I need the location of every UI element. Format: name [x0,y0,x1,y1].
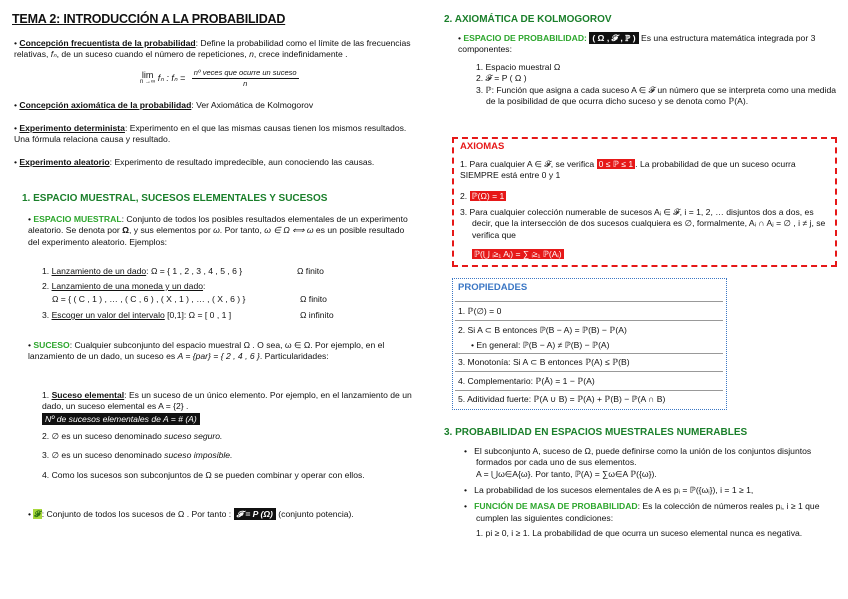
numerables-condition-1: 1. pi ≥ 0, i ≥ 1. La probabilidad de que ocurra un suceso elemental nunca es negativa. [476,528,803,539]
example-1: 1. Lanzamiento de un dado: Ω = { 1 , 2 , 3 , 4 , 5 , 6 } Ω finito [42,266,324,276]
section-2-heading: 2. AXIOMÁTICA DE KOLMOGOROV [444,14,612,25]
frecuentista-formula: lim n →∞ fₙ : fₙ = $\frac{\text{nº veces que ocurre un suceso}}{n}$ [140,68,297,88]
propiedad-2-general: • En general: ℙ(B − A) ≠ ℙ(B) − ℙ(A) [471,340,610,350]
frecuentista-paragraph: • Concepción frecuentista de la probabilidad: Define la probabilidad como el límite de las frecuencias relativas, fₙ, de un suceso cuando el número de repeticiones, n, crece indefinidamente . [14,38,411,60]
suceso-paragraph: • SUCESO: Cualquier subconjunto del espacio muestral Ω . O sea, ω ∈ Ω. Por ejemplo, en el lanzamiento de un dado, un suceso es A = {par} = { 2 , 4 , 6 }. Particularidades: [28,340,385,362]
numerables-bullet-1: • El subconjunto A, suceso de Ω, puede definirse como la unión de los conjuntos disjuntos formados por cada uno de sus elementos. [464,446,812,468]
espacio-probabilidad-items: 1. Espacio muestral Ω 2. 𝓕 = P ( Ω ) 3. ℙ: Función que asigna a cada suceso A ∈ 𝓕 un número que se interpreta como una medida de la posibilidad de que ocurra dicho suceso y se denota como ℙ(A). [476,62,837,107]
axiomas-title: AXIOMAS [460,141,505,152]
axioma-2: 2. ℙ(Ω) = 1 [460,191,505,201]
espacio-examples [42,266,412,325]
example-2: 2. Lanzamiento de una moneda y un dado: [42,281,206,291]
page-title: TEMA 2: INTRODUCCIÓN A LA PROBABILIDAD [12,12,286,26]
propiedades-box [452,278,727,410]
suceso-item-1: 1. Suceso elemental: Es un suceso de un único elemento. Por ejemplo, en el lanzamiento de un dado, un suceso elemental es A = {2} . [42,390,412,412]
numerables-content [464,446,836,539]
frecuentista-term: Concepción frecuentista de la probabilidad [19,38,196,48]
axioma-3: 3. Para cualquier colección numerable de sucesos Aᵢ ∈ 𝓕, i = 1, 2, … disjuntos dos a dos, es decir, que la intersección de dos sucesos cualquiera es ∅, formalmente, Aᵢ ∩ Aⱼ = ∅ , i ≠ j, se verifica que [460,207,826,240]
propiedad-4: 4. Complementario: ℙ(Ā) = 1 − ℙ(A) [458,376,595,386]
determinista-paragraph: • Experimento determinista: Experimento en el que las mismas causas tienen los mismos resultados. Una fórmula relaciona causa y resultado. [14,123,407,145]
axiomatica-paragraph: • Concepción axiomática de la probabilidad: Ver Axiomática de Kolmogorov [14,100,314,110]
section-1-heading: 1. ESPACIO MUESTRAL, SUCESOS ELEMENTALES Y SUCESOS [22,193,328,204]
suceso-item-4: 4. Como los sucesos son subconjuntos de Ω se pueden combinar y operar con ellos. [42,469,365,480]
propiedades-title: PROPIEDADES [458,282,528,293]
axioma-1: 1. Para cualquier A ∈ 𝓕, se verifica 0 ≤ ℙ ≤ 1 . La probabilidad de que un suceso ocurra SIEMPRE está entre 0 y 1 [460,159,796,181]
espacio-probabilidad-paragraph: • ESPACIO DE PROBABILIDAD: ( Ω , 𝓕 , ℙ ) Es una estructura matemática integrada por 3 componentes: [458,33,816,55]
propiedad-2: 2. Si A ⊂ B entonces ℙ(B − A) = ℙ(B) − ℙ(A) [458,325,627,335]
suceso-items [42,390,412,481]
example-2-value: Ω = { ( C , 1 ) , … , ( C , 6 ) , ( X , 1 ) , … , ( X , 6 ) } Ω finito [52,294,327,304]
axioma-3-formula: ℙ(⋃ ᵢ≥₁ Aᵢ) = ∑ ᵢ≥₁ ℙ(Aᵢ) [474,249,562,259]
numerables-bullet-1-formula: A = ⋃ω∈A{ω}. Por tanto, ℙ(A) = ∑ω∈A ℙ({ω}). [476,468,657,479]
example-3: 3. Escoger un valor del intervalo [0,1]: Ω = [ 0 , 1 ] Ω infinito [42,310,334,320]
propiedad-1: 1. ℙ(∅) = 0 [458,306,502,316]
numerables-bullet-3: • FUNCIÓN DE MASA DE PROBABILIDAD: Es la colección de números reales pᵢ, i ≥ 1 que cumplen las siguientes condiciones: [464,501,820,523]
numerables-bullet-2: • La probabilidad de los sucesos elementales de A es pᵢ = ℙ({ωᵢ}), i = 1 ≥ 1, [464,485,754,496]
propiedad-5: 5. Aditividad fuerte: ℙ(A ∪ B) = ℙ(A) + ℙ(B) − ℙ(A ∩ B) [458,394,666,404]
propiedad-3: 3. Monotonía: Si A ⊂ B entonces ℙ(A) ≤ ℙ(B) [458,357,630,367]
suceso-item-3: 3. ∅ es un suceso denominado suceso imposible. [42,450,233,461]
suceso-elemental-note: Nº de sucesos elementales de A = # (A) [42,414,412,425]
espacio-muestral-paragraph: • ESPACIO MUESTRAL: Conjunto de todos los posibles resultados elementales de un experimento aleatorio. Se denota por Ω, y sus elementos por ω. Por tanto, ω ∈ Ω ⟺ ω es un posible resultado del experimento aleatorio. Ejemplos: [28,214,408,247]
suceso-item-2: 2. ∅ es un suceso denominado suceso seguro. [42,431,223,442]
section-3-heading: 3. PROBABILIDAD EN ESPACIOS MUESTRALES NUMERABLES [444,427,748,438]
aleatorio-paragraph: • Experimento aleatorio: Experimento de resultado impredecible, aun conociendo las causas. [14,157,375,167]
axiomas-box [452,137,837,267]
sigma-paragraph: • 𝓕: Conjunto de todos los sucesos de Ω . Por tanto : 𝓕 = P (Ω) (conjunto potencia). [28,509,354,519]
